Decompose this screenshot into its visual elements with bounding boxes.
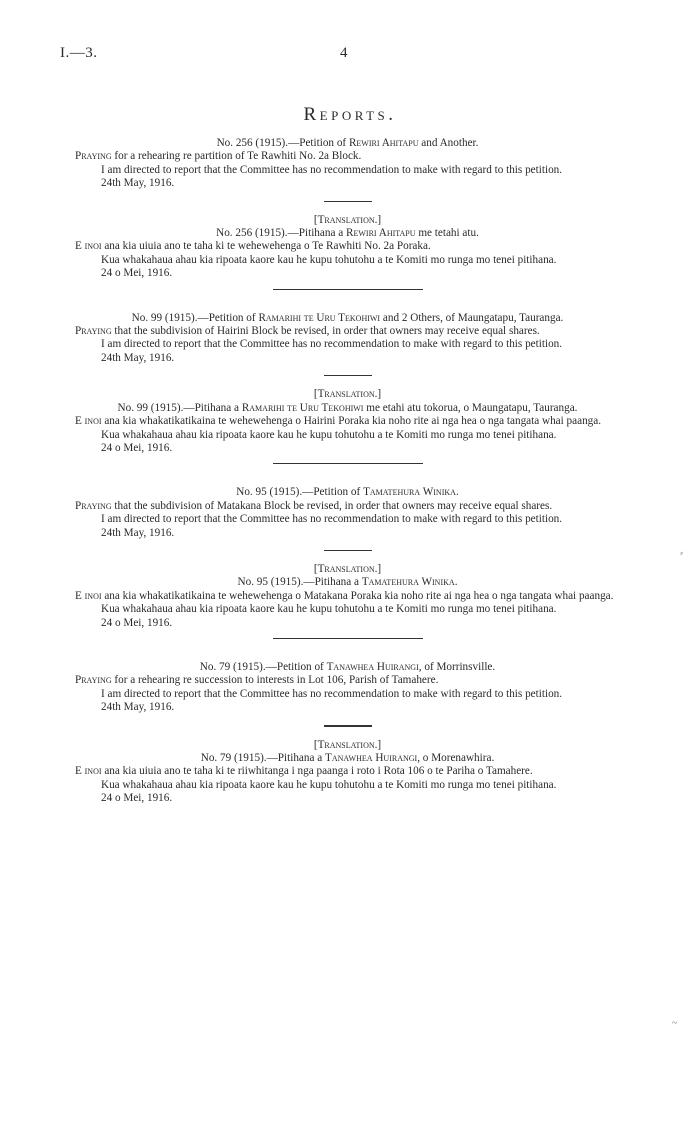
report-date: 24 o Mei, 1916.: [101, 267, 173, 280]
translation-label: [Translation.]: [313, 738, 382, 751]
translation-label: [Translation.]: [313, 213, 382, 226]
report-date: 24 o Mei, 1916.: [101, 792, 173, 805]
petition-translation: [75, 563, 620, 630]
scan-mark: ~: [672, 1018, 678, 1029]
report-date: 24 o Mei, 1916.: [101, 441, 173, 454]
petition-prayer: Praying that the subdivision of Matakana Block be revised, in order that owners may receive equal shares.: [75, 499, 553, 512]
page-number: 4: [340, 45, 348, 61]
committee-report: I am directed to report that the Committee has no recommendation to make with regard to this petition.: [101, 513, 563, 526]
section-divider: [324, 725, 372, 727]
committee-report: Kua whakahaua ahau kia ripoata kaore kau he kupu tohutohu a te Komiti mo runga mo tenei pitihana.: [101, 253, 557, 266]
petition-report: [75, 661, 620, 715]
petition-title: No. 256 (1915).—Petition of Rewiri Ahitapu and Another.: [216, 137, 479, 149]
petition-title: No. 95 (1915).—Petition of Tamatehura Winika.: [236, 486, 459, 499]
petition-title: No. 79 (1915).—Pitihana a Tanawhea Huirangi, o Morenawhira.: [200, 752, 495, 764]
report-date: 24th May, 1916.: [101, 177, 175, 190]
committee-report: I am directed to report that the Committee has no recommendation to make with regard to this petition.: [101, 163, 563, 176]
report-date: 24 o Mei, 1916.: [101, 616, 173, 629]
reports-content: [75, 137, 620, 806]
committee-report: I am directed to report that the Committee has no recommendation to make with regard to this petition.: [101, 338, 563, 351]
translation-label: [Translation.]: [313, 388, 382, 401]
petition-translation: [75, 214, 620, 281]
petition-report: [75, 137, 620, 191]
section-divider: [324, 550, 372, 551]
petition-title: No. 99 (1915).—Petition of Ramarihi te Uru Tekohiwi and 2 Others, of Maungatapu, Tauranga.: [131, 311, 564, 324]
translation-label: [Translation.]: [313, 562, 382, 575]
petition-report: [75, 312, 620, 366]
petition-prayer: E inoi ana kia whakatikatikaina te wehewehenga o Matakana Poraka kia noho rite ai nga hea o nga tangata whai paanga.: [75, 589, 614, 602]
section-divider: [273, 463, 423, 464]
petition-prayer: E inoi ana kia whakatikatikaina te wehewehenga o Hairini Poraka kia noho rite ai nga hea o nga tangata whai paanga.: [75, 415, 602, 428]
petition-report: [75, 486, 620, 540]
reports-heading: Reports.: [303, 104, 397, 125]
petition-prayer: E inoi ana kia uiuia ano te taha ki te riiwhitanga i nga paanga i roto i Rota 106 o te Pariha o Tamahere.: [75, 765, 533, 778]
petition-title: No. 256 (1915).—Pitihana a Rewiri Ahitapu me tetahi atu.: [216, 227, 479, 240]
petition-prayer: Praying for a rehearing re partition of Te Rawhiti No. 2a Block.: [75, 150, 362, 163]
petition-title: No. 99 (1915).—Pitihana a Ramarihi te Uru Tekohiwi me etahi atu tokorua, o Maungatapu, Tauranga.: [117, 401, 578, 414]
report-date: 24th May, 1916.: [101, 526, 175, 539]
section-divider: [273, 289, 423, 290]
document-reference: I.—3.: [60, 45, 98, 61]
scan-mark: ⸗: [680, 548, 684, 559]
committee-report: Kua whakahaua ahau kia ripoata kaore kau he kupu tohutohu a te Komiti mo runga mo tenei pitihana.: [101, 778, 557, 791]
petition-prayer: E inoi ana kia uiuia ano te taha ki te wehewehenga o Te Rawhiti No. 2a Poraka.: [75, 240, 431, 253]
report-date: 24th May, 1916.: [101, 701, 175, 714]
committee-report: Kua whakahaua ahau kia ripoata kaore kau he kupu tohutohu a te Komiti mo runga mo tenei pitihana.: [101, 603, 557, 616]
section-divider: [324, 201, 372, 202]
committee-report: Kua whakahaua ahau kia ripoata kaore kau he kupu tohutohu a te Komiti mo runga mo tenei pitihana.: [101, 428, 557, 441]
petition-title: No. 95 (1915).—Pitihana a Tamatehura Winika.: [237, 576, 458, 589]
petition-translation: [75, 388, 620, 455]
committee-report: I am directed to report that the Committee has no recommendation to make with regard to this petition.: [101, 687, 563, 700]
petition-translation: [75, 739, 620, 806]
petition-prayer: Praying for a rehearing re succession to interests in Lot 106, Parish of Tamahere.: [75, 674, 439, 687]
section-divider: [273, 638, 423, 639]
section-divider: [324, 375, 372, 376]
petition-prayer: Praying that the subdivision of Hairini Block be revised, in order that owners may receive equal shares.: [75, 325, 540, 338]
report-date: 24th May, 1916.: [101, 351, 175, 364]
petition-title: No. 79 (1915).—Petition of Tanawhea Huirangi, of Morrinsville.: [199, 660, 496, 673]
